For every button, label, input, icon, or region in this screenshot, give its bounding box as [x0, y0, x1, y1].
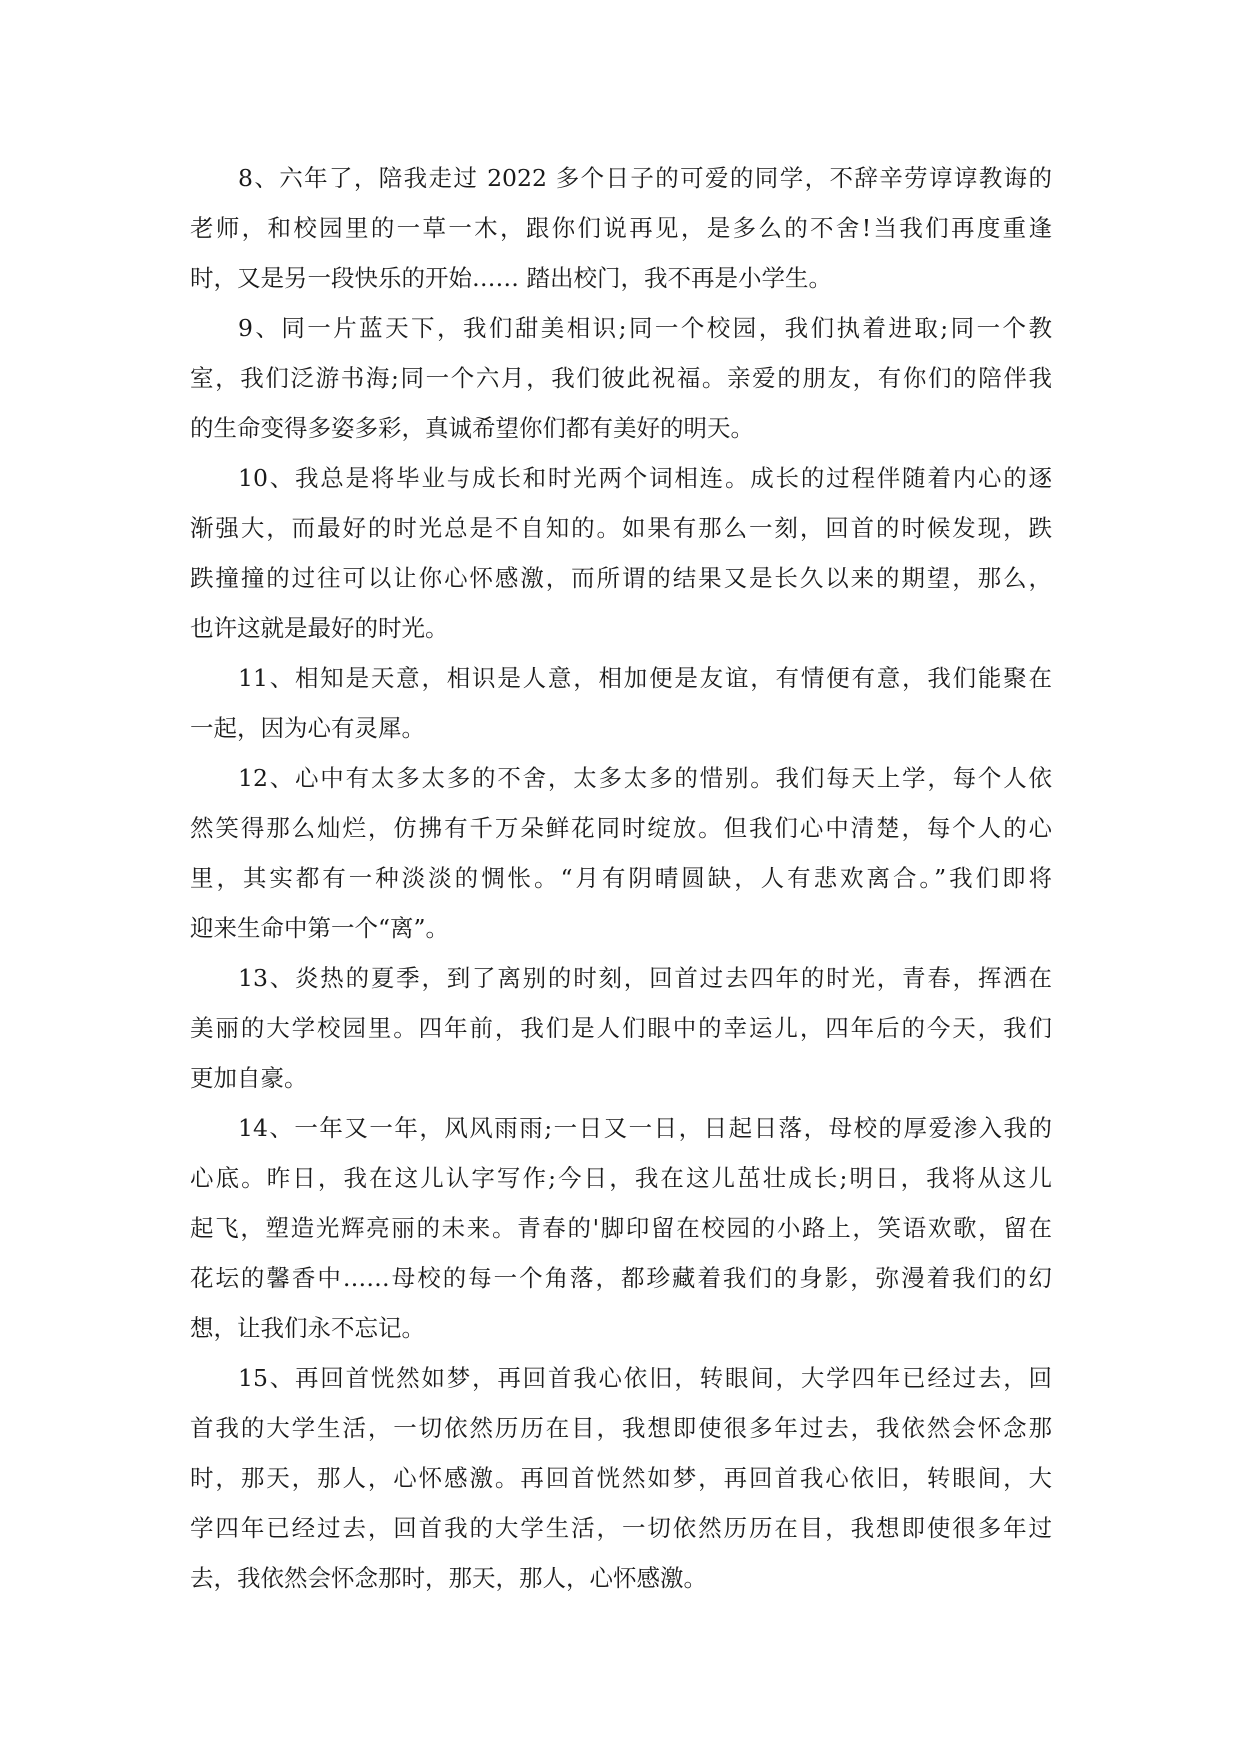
text-line: 15、再回首恍然如梦，再回首我心依旧，转眼间，大学四年已经过去，回 [238, 1364, 1052, 1392]
text-line: 花坛的馨香中……母校的每一个角落，都珍藏着我们的身影，弥漫着我们的幻 [190, 1264, 1052, 1292]
text-line: 11、相知是天意，相识是人意，相加便是友谊，有情便有意，我们能聚在 [238, 664, 1052, 692]
text-line: 迎来生命中第一个“离”。 [190, 914, 450, 942]
paragraph-13 [190, 953, 1052, 1103]
text-line: 起飞，塑造光辉亮丽的未来。青春的'脚印留在校园的小路上，笑语欢歌，留在 [190, 1214, 1052, 1242]
paragraph-14 [190, 1103, 1052, 1353]
text-line: 时，那天，那人，心怀感激。再回首恍然如梦，再回首我心依旧，转眼间，大 [190, 1464, 1052, 1492]
text-line: 8、六年了，陪我走过 2022 多个日子的可爱的同学，不辞辛劳谆谆教诲的 [238, 164, 1052, 192]
paragraph-10 [190, 453, 1052, 653]
paragraph-8 [190, 153, 1052, 303]
text-line: 然笑得那么灿烂，仿拂有千万朵鲜花同时绽放。但我们心中清楚，每个人的心 [190, 814, 1052, 842]
body-text [190, 153, 1052, 1603]
text-line: 首我的大学生活，一切依然历历在目，我想即使很多年过去，我依然会怀念那 [190, 1414, 1052, 1442]
text-line: 去，我依然会怀念那时，那天，那人，心怀感激。 [190, 1564, 707, 1592]
paragraph-9 [190, 303, 1052, 453]
text-line: 也许这就是最好的时光。 [190, 614, 449, 642]
text-line: 13、炎热的夏季，到了离别的时刻，回首过去四年的时光，青春，挥洒在 [238, 964, 1052, 992]
text-line: 一起，因为心有灵犀。 [190, 714, 425, 742]
text-line: 室，我们泛游书海;同一个六月，我们彼此祝福。亲爱的朋友，有你们的陪伴我 [190, 364, 1052, 392]
paragraph-11 [190, 653, 1052, 753]
text-line: 心底。昨日，我在这儿认字写作;今日，我在这儿茁壮成长;明日，我将从这儿 [190, 1164, 1052, 1192]
text-line: 14、一年又一年，风风雨雨;一日又一日，日起日落，母校的厚爱渗入我的 [238, 1114, 1052, 1142]
text-line: 跌撞撞的过往可以让你心怀感激，而所谓的结果又是长久以来的期望，那么， [190, 564, 1052, 592]
text-line: 学四年已经过去，回首我的大学生活，一切依然历历在目，我想即使很多年过 [190, 1514, 1052, 1542]
text-line: 渐强大，而最好的时光总是不自知的。如果有那么一刻，回首的时候发现，跌 [190, 514, 1052, 542]
text-line: 里，其实都有一种淡淡的惆怅。“月有阴晴圆缺，人有悲欢离合。”我们即将 [190, 864, 1052, 892]
text-line: 想，让我们永不忘记。 [190, 1314, 425, 1342]
paragraph-12 [190, 753, 1052, 953]
text-line: 美丽的大学校园里。四年前，我们是人们眼中的幸运儿，四年后的今天，我们 [190, 1014, 1052, 1042]
paragraph-15 [190, 1353, 1052, 1603]
text-line: 时，又是另一段快乐的开始…… 踏出校门，我不再是小学生。 [190, 264, 832, 292]
text-line: 更加自豪。 [190, 1064, 308, 1092]
text-line: 9、同一片蓝天下，我们甜美相识;同一个校园，我们执着进取;同一个教 [238, 314, 1052, 342]
text-line: 的生命变得多姿多彩，真诚希望你们都有美好的明天。 [190, 414, 754, 442]
text-line: 10、我总是将毕业与成长和时光两个词相连。成长的过程伴随着内心的逐 [238, 464, 1052, 492]
text-line: 老师，和校园里的一草一木，跟你们说再见，是多么的不舍!当我们再度重逢 [190, 214, 1052, 242]
text-line: 12、心中有太多太多的不舍，太多太多的惜别。我们每天上学，每个人依 [238, 764, 1052, 792]
